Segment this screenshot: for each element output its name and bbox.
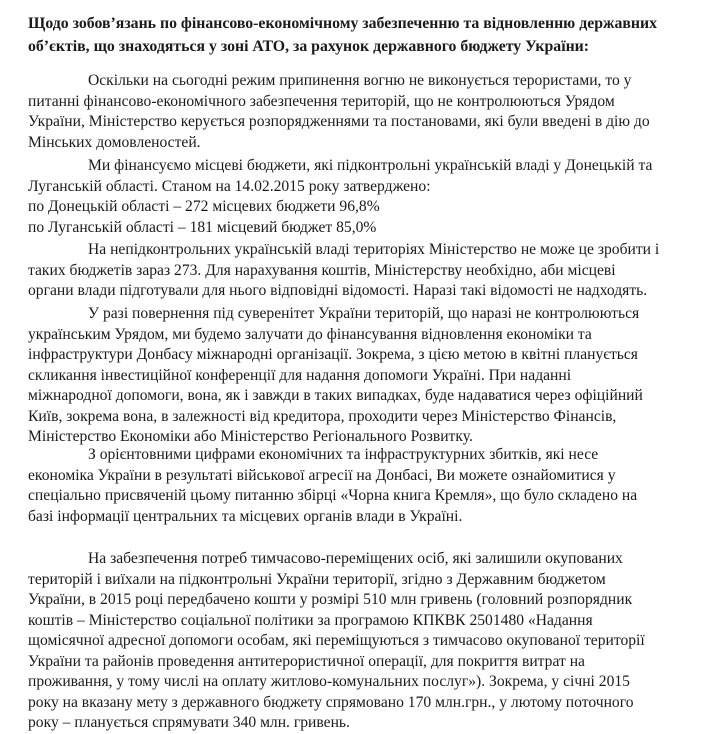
paragraph-damage-figures: [28, 445, 700, 527]
paragraph-line: інфраструктури Донбасу міжнародні організації. Зокрема, з цією метою в квітні планується: [28, 346, 638, 363]
paragraph-line: року на вказану мету з державного бюджету спрямовано 170 млн.грн., у лютому поточного: [28, 693, 634, 711]
paragraph-line: року – планується спрямувати 340 млн. гривень.: [28, 714, 350, 731]
paragraph-line: економіка України в результаті військової агресії на Донбасі, Ви можете ознайомитися у: [28, 466, 616, 484]
paragraph-line: України, в 2015 році передбачено кошти у розмірі 510 млн гривень (головний розпорядник: [28, 591, 633, 608]
paragraph-local-budgets: [28, 156, 700, 238]
paragraph-line: скликання інвестиційної конференції для надання допомоги Україні. При наданні: [28, 366, 572, 384]
paragraph-line: Оскільки на сьогодні режим припинення вогню не виконується терористами, то у: [88, 72, 632, 89]
paragraph-line: таких бюджетів зараз 273. Для нарахування коштів, Міністерству необхідно, аби місцеві: [28, 261, 616, 279]
paragraph-line: по Донецькій області – 272 місцевих бюджети 96,8%: [28, 198, 380, 215]
paragraph-line: органи влади підготували для нього відповідні відомості. Наразі такі відомості не надходять.: [28, 282, 648, 299]
paragraph-line: України, Міністерство керується розпорядженнями та постановами, які були введені в дію до: [28, 113, 650, 130]
paragraph-line: Міністерство Економіки або Міністерство Регіонального Розвитку.: [28, 428, 473, 445]
paragraph-international-aid: [28, 304, 700, 448]
paragraph-ceasefire: [28, 71, 700, 153]
paragraph-line: На забезпечення потреб тимчасово-переміщених осіб, які залишили окупованих: [88, 550, 623, 567]
paragraph-line: Мінських домовленостей.: [28, 133, 201, 151]
paragraph-line: Ми фінансуємо місцеві бюджети, які підконтрольні українській владі у Донецькій та: [88, 157, 653, 174]
paragraph-line: Луганській області. Станом на 14.02.2015 року затверджено:: [28, 177, 431, 195]
paragraph-line: коштів – Міністерство соціальної політики за програмою КПКВК 2501480 «Надання: [28, 611, 593, 629]
paragraph-line: У разі повернення під суверенітет України територій, що наразі не контролюються: [88, 305, 640, 322]
paragraph-line: проживання, у тому числі на оплату житлово-комунальних послуг»). Зокрема, у січні 2015: [28, 673, 630, 690]
paragraph-line: міжнародної допомоги, вона, як і завжди в таких випадках, буде надаватися через офіційний: [28, 387, 643, 404]
paragraph-displaced-persons: [28, 549, 700, 734]
heading-line: Щодо зобов’язань по фінансово-економічному забезпеченню та відновленню державних: [28, 15, 657, 32]
paragraph-line: по Луганській області – 181 місцевий бюджет 85,0%: [28, 218, 377, 236]
paragraph-line: українським Урядом, ми будемо залучати до фінансування відновлення економіки та: [28, 325, 592, 343]
heading-line: об’єктів, що знаходяться у зоні АТО, за рахунок державного бюджету України:: [28, 38, 590, 55]
paragraph-line: України та районів проведення антитерористичної операції, для покриття витрат на: [28, 652, 585, 670]
paragraph-line: На непідконтрольних українській владі територіях Міністерство не може це зробити і: [88, 241, 660, 258]
paragraph-line: питанні фінансово-економічного забезпечення територій, що не контролюються Урядом: [28, 92, 615, 110]
paragraph-line: базі інформації центральних та місцевих органів влади в Україні.: [28, 507, 463, 525]
paragraph-line: Київ, зокрема вона, в залежності від кредитора, проходити через Міністерство Фінансів,: [28, 407, 617, 425]
paragraph-uncontrolled-territories: [28, 240, 700, 302]
document-heading: [28, 12, 700, 58]
paragraph-line: територій і виїхали на підконтрольні України території, згідно з Державним бюджетом: [28, 570, 606, 588]
paragraph-line: щомісячної адресної допомоги особам, які переміщуються з тимчасово окупованої території: [28, 632, 645, 649]
paragraph-line: З орієнтовними цифрами економічних та інфраструктурних збитків, які несе: [88, 446, 599, 463]
paragraph-line: спеціально присвяченій цьому питанню збірці «Чорна книга Кремля», що було складено на: [28, 487, 638, 504]
